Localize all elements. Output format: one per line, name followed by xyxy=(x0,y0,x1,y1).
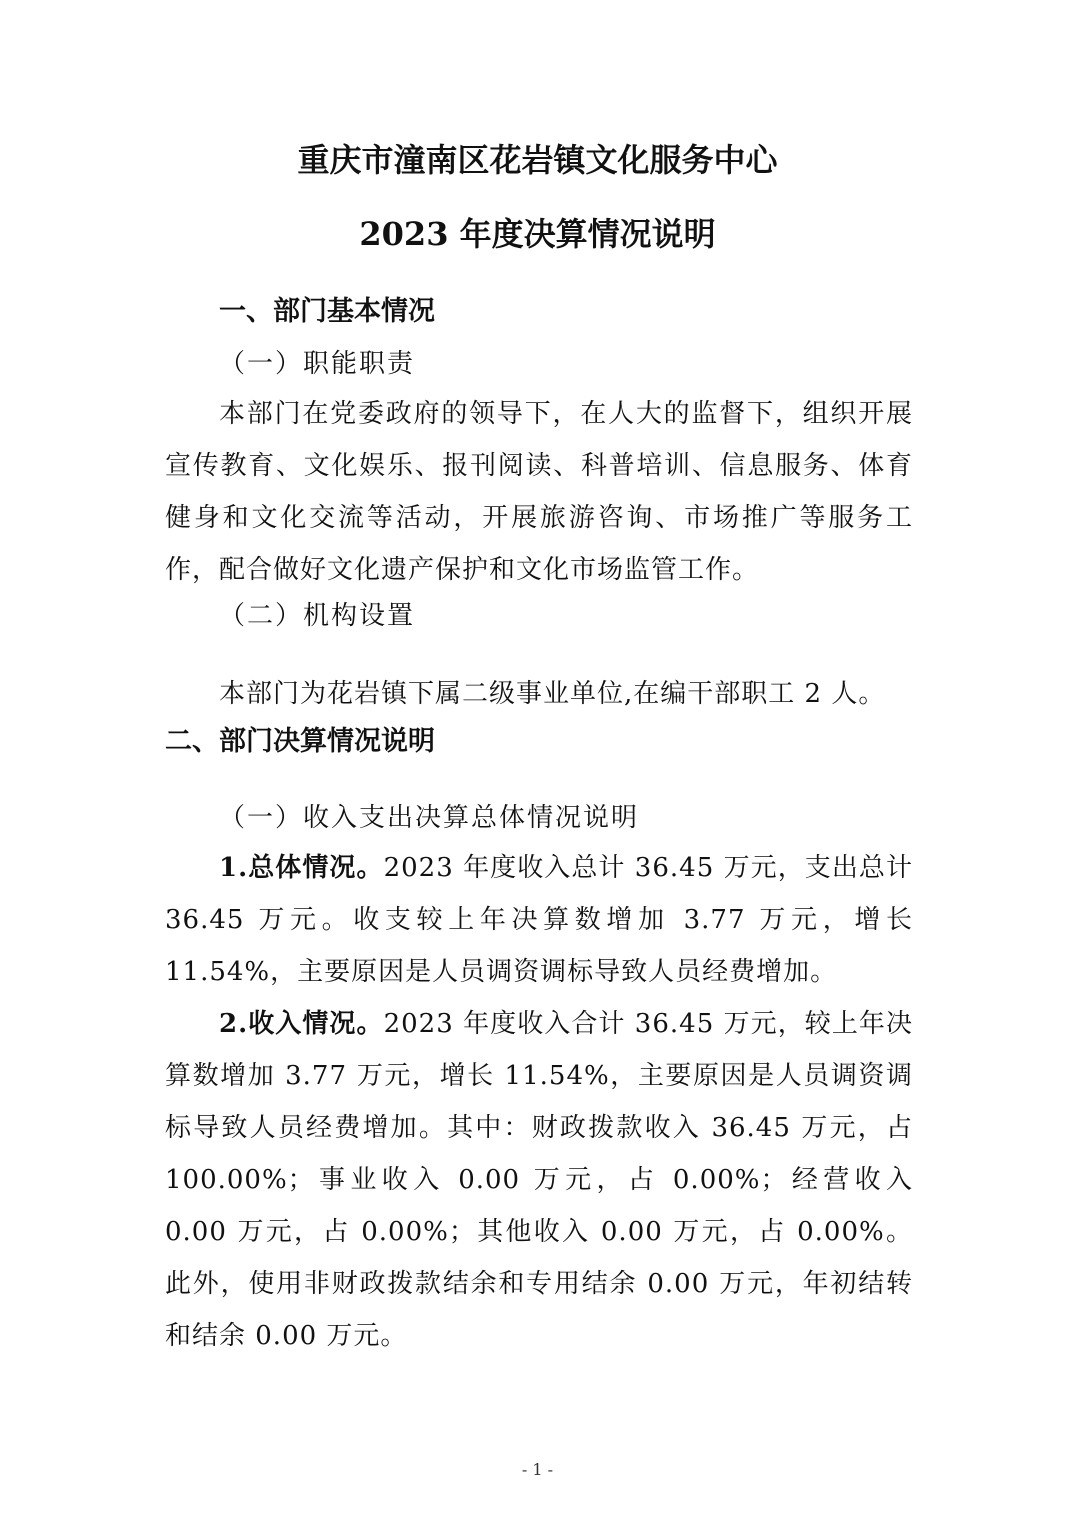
section-heading-final-accounts: 二、部门决算情况说明 xyxy=(165,726,435,757)
page-number: - 1 - xyxy=(521,1460,554,1479)
document-title: 重庆市潼南区花岩镇文化服务中心 xyxy=(297,141,778,179)
section-heading-basic-info: 一、部门基本情况 xyxy=(219,296,435,327)
subsection-heading-functions: （一）职能职责 xyxy=(219,349,416,379)
paragraph-overall xyxy=(165,842,913,998)
subsection-heading-income-expenditure: （一）收入支出决算总体情况说明 xyxy=(219,803,640,833)
overall-label: 1.总体情况。 xyxy=(219,853,384,883)
subsection-heading-organization: （二）机构设置 xyxy=(219,601,416,631)
income-text: 2023 年度收入合计 36.45 万元，较上年决算数增加 3.77 万元，增长 11.54%，主要原因是人员调资调标导致人员经费增加。其中：财政拨款收入 36.45 万元，占 100.00%；事业收入 0.00 万元，占 0.00%；经营收入 0.00 万元，占 0.00%；其他收入 0.00 万元，占 0.00%。此外，使用非财政拨款结余和专用结余 0.00 万元，年初结转和结余 0.00 万元。 xyxy=(165,1009,913,1351)
document-subtitle: 2023 年度决算情况说明 xyxy=(359,215,716,253)
paragraph-organization: 本部门为花岩镇下属二级事业单位,在编干部职工 2 人。 xyxy=(219,679,886,709)
overall-text: 2023 年度收入总计 36.45 万元，支出总计 36.45 万元。收支较上年决算数增加 3.77 万元，增长 11.54%，主要原因是人员调资调标导致人员经费增加。 xyxy=(165,853,913,987)
income-label: 2.收入情况。 xyxy=(219,1009,384,1039)
paragraph-functions: 本部门在党委政府的领导下，在人大的监督下，组织开展宣传教育、文化娱乐、报刊阅读、科普培训、信息服务、体育健身和文化交流等活动，开展旅游咨询、市场推广等服务工作，配合做好文化遗产保护和文化市场监管工作。 xyxy=(165,399,913,585)
paragraph-income xyxy=(165,998,913,1362)
